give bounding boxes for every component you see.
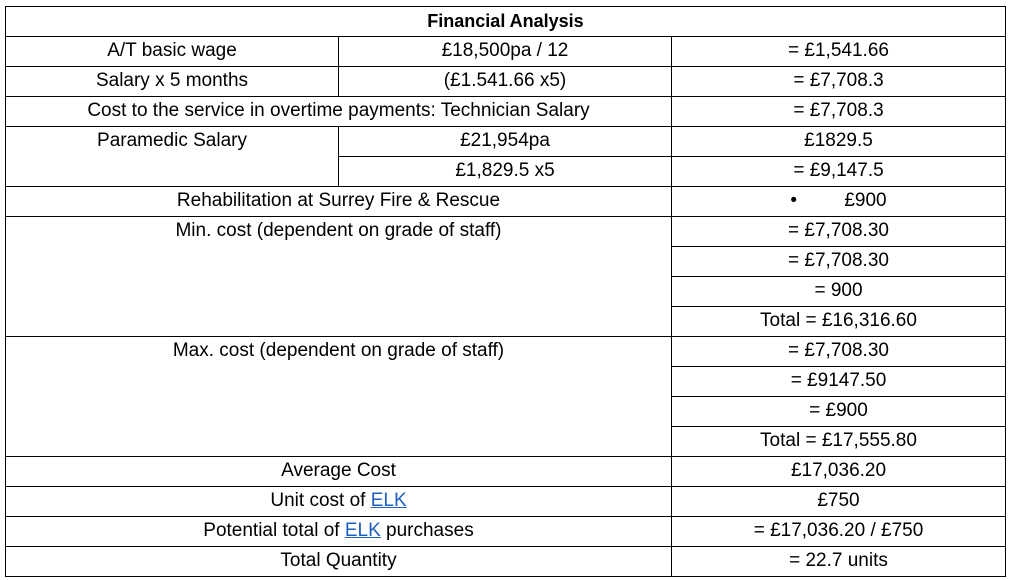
row-calculation: £18,500pa / 12 bbox=[339, 37, 672, 67]
row-result: = £7,708.3 bbox=[672, 97, 1006, 127]
row-result: = £7,708.30 bbox=[672, 337, 1006, 367]
row-result: = £9147.50 bbox=[672, 367, 1006, 397]
row-label: Min. cost (dependent on grade of staff) bbox=[6, 217, 672, 337]
table-row bbox=[6, 457, 1006, 487]
row-result: = £7,708.30 bbox=[672, 247, 1006, 277]
table-row bbox=[6, 97, 1006, 127]
row-calculation: £21,954pa bbox=[339, 127, 672, 157]
unit-cost-label: Unit cost of bbox=[270, 490, 371, 511]
table-row bbox=[6, 127, 1006, 157]
row-total: Total = £16,316.60 bbox=[672, 307, 1006, 337]
row-label: Average Cost bbox=[6, 457, 672, 487]
row-label: Paramedic Salary bbox=[6, 127, 339, 187]
table-row bbox=[6, 67, 1006, 97]
bullet-icon: • bbox=[790, 190, 798, 211]
row-result: = £9,147.5 bbox=[672, 157, 1006, 187]
row-result: = 22.7 units bbox=[672, 547, 1006, 577]
row-result: £1829.5 bbox=[672, 127, 1006, 157]
row-result: = £17,036.20 / £750 bbox=[672, 517, 1006, 547]
table-row bbox=[6, 7, 1006, 37]
row-result: = £1,541.66 bbox=[672, 37, 1006, 67]
table-row bbox=[6, 187, 1006, 217]
table-row bbox=[6, 337, 1006, 367]
row-result: £750 bbox=[672, 487, 1006, 517]
table-row bbox=[6, 37, 1006, 67]
table-title: Financial Analysis bbox=[6, 7, 1006, 37]
elk-link[interactable]: ELK bbox=[344, 520, 381, 541]
potential-total-label: Potential total of bbox=[203, 520, 345, 541]
table-row bbox=[6, 217, 1006, 247]
row-result: = 900 bbox=[672, 277, 1006, 307]
row-calculation: £1,829.5 x5 bbox=[339, 157, 672, 187]
financial-analysis-table bbox=[5, 6, 1006, 577]
row-label: Cost to the service in overtime payments: Technician Salary bbox=[6, 97, 672, 127]
row-result bbox=[672, 187, 1006, 217]
row-label: Rehabilitation at Surrey Fire & Rescue bbox=[6, 187, 672, 217]
table-row bbox=[6, 517, 1006, 547]
row-label: Salary x 5 months bbox=[6, 67, 339, 97]
row-result: = £900 bbox=[672, 397, 1006, 427]
row-label: A/T basic wage bbox=[6, 37, 339, 67]
row-label bbox=[6, 487, 672, 517]
table-row bbox=[6, 487, 1006, 517]
elk-link[interactable]: ELK bbox=[370, 490, 407, 511]
table-row bbox=[6, 547, 1006, 577]
potential-total-suffix: purchases bbox=[380, 520, 474, 541]
row-result: = £7,708.30 bbox=[672, 217, 1006, 247]
row-label: Total Quantity bbox=[6, 547, 672, 577]
rehab-cost: £900 bbox=[844, 190, 887, 211]
row-result: = £7,708.3 bbox=[672, 67, 1006, 97]
row-label bbox=[6, 517, 672, 547]
row-result: £17,036.20 bbox=[672, 457, 1006, 487]
row-label: Max. cost (dependent on grade of staff) bbox=[6, 337, 672, 457]
row-total: Total = £17,555.80 bbox=[672, 427, 1006, 457]
row-calculation: (£1.541.66 x5) bbox=[339, 67, 672, 97]
